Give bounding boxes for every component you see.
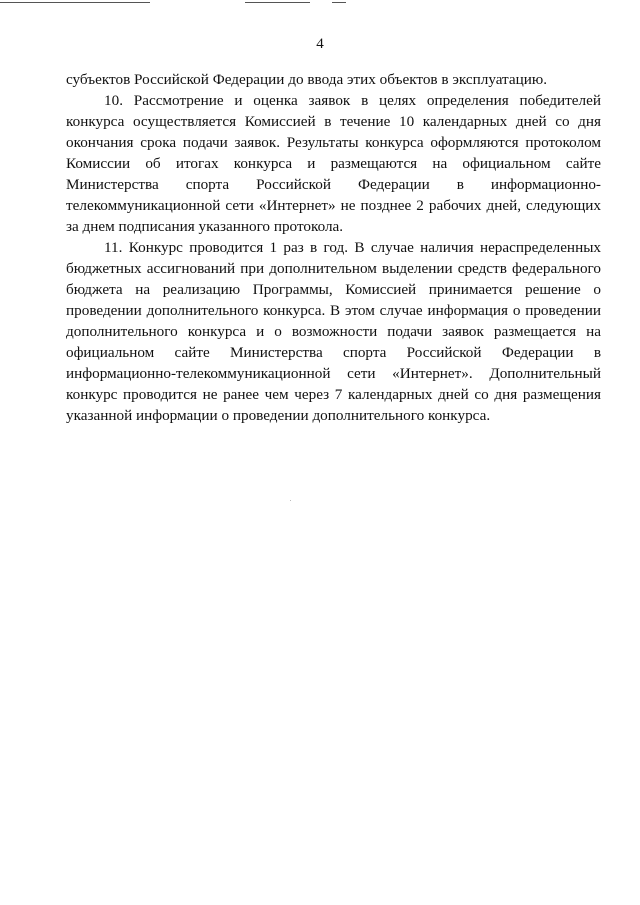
- document-body: [66, 69, 601, 426]
- paragraph-item-11: 11. Конкурс проводится 1 раз в год. В случае наличия нераспределенных бюджетных ассигнований при дополнительном выделении средств федерального бюджета на реализацию Программы, Комиссией принимается решение о проведении дополнительного конкурса. В этом случае информация о проведении дополнительного конкурса и о возможности подачи заявок размещается на официальном сайте Министерства спорта Российской Федерации в информационно-телекоммуникационной сети «Интернет». Дополнительный конкурс проводится не ранее чем через 7 календарных дней со дня размещения указанной информации о проведении дополнительного конкурса.: [66, 239, 601, 424]
- scan-edge-line: [245, 2, 310, 3]
- paragraph-item-10: 10. Рассмотрение и оценка заявок в целях определения победителей конкурса осуществляется Комиссией в течение 10 календарных дней со дня окончания срока подачи заявок. Результаты конкурса оформляются протоколом Комиссии об итогах конкурса и размещаются на официальном сайте Министерства спорта Российской Федерации в информационно-телекоммуникационной сети «Интернет» не позднее 2 рабочих дней, следующих за днем подписания указанного протокола.: [66, 92, 601, 235]
- page-number: 4: [316, 36, 324, 52]
- scan-speck: [290, 500, 291, 501]
- paragraph-continuation: субъектов Российской Федерации до ввода этих объектов в эксплуатацию.: [66, 71, 548, 88]
- scan-edge-line: [332, 2, 346, 3]
- scan-edge-line: [0, 2, 150, 3]
